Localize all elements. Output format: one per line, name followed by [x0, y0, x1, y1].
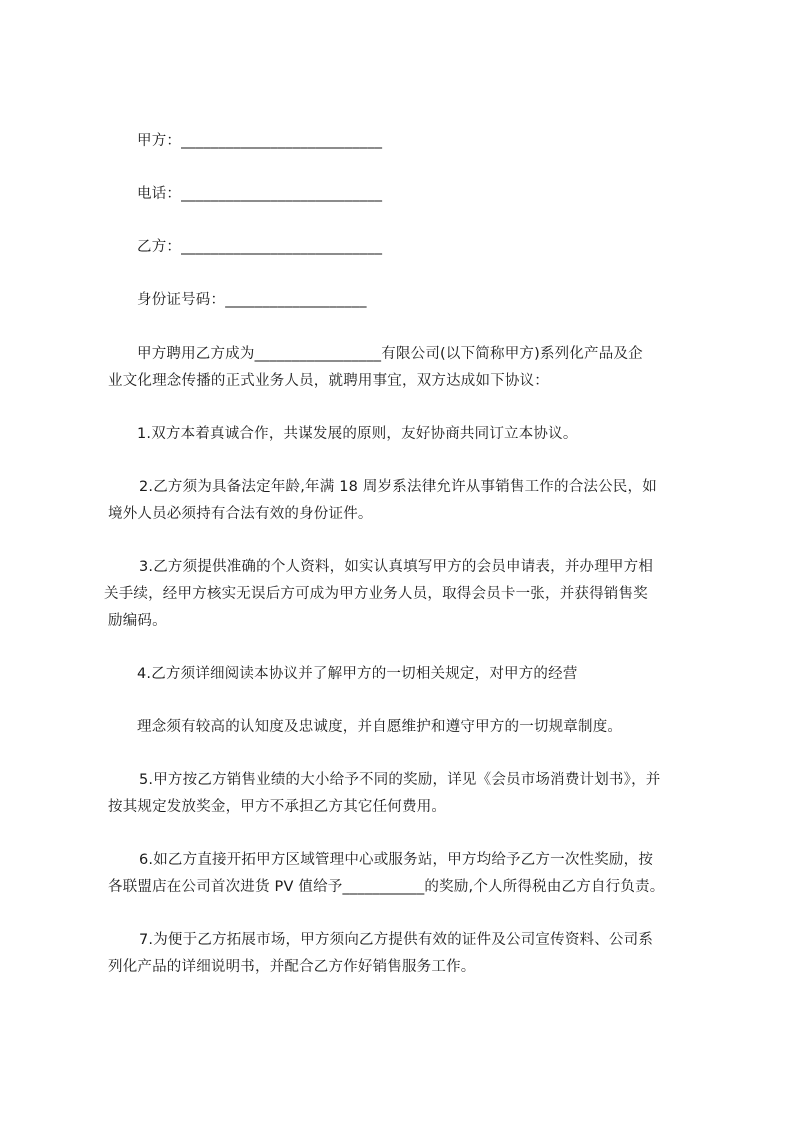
clause-7-line-1: 7.为便于乙方拓展市场，甲方须向乙方提供有效的证件及公司宣传资料、公司系 — [139, 932, 654, 948]
intro-line-1: 甲方聘用乙方成为_________________有限公司(以下简称甲方)系列化产品及企 — [137, 346, 643, 362]
clause-4-line-2: 理念须有较高的认知度及忠诚度，并自愿维护和遵守甲方的一切规章制度。 — [137, 719, 623, 735]
phone-field: 电话：___________________________ — [137, 186, 383, 202]
clause-4-line-1: 4.乙方须详细阅读本协议并了解甲方的一切相关规定，对甲方的经营 — [137, 666, 578, 682]
clause-1: 1.双方本着真诚合作，共谋发展的原则，友好协商共同订立本协议。 — [137, 426, 578, 442]
clause-6-line-2: 各联盟店在公司首次进货 PV 值给予___________的奖励,个人所得税由乙方自行负责。 — [108, 879, 665, 895]
clause-3-line-1: 3.乙方须提供准确的个人资料，如实认真填写甲方的会员申请表，并办理甲方相 — [139, 559, 654, 575]
party-a-field: 甲方：___________________________ — [137, 133, 383, 149]
clause-6-line-1: 6.如乙方直接开拓甲方区域管理中心或服务站，甲方均给予乙方一次性奖励，按 — [139, 852, 654, 868]
intro-line-2: 业文化理念传播的正式业务人员，就聘用事宜，双方达成如下协议： — [108, 373, 549, 389]
clause-5-line-1: 5.甲方按乙方销售业绩的大小给予不同的奖励，详见《会员市场消费计划书》，并 — [139, 772, 661, 788]
clause-2-line-1: 2.乙方须为具备法定年龄,年满 18 周岁系法律允许从事销售工作的合法公民，如 — [139, 479, 657, 495]
clause-7-line-2: 列化产品的详细说明书，并配合乙方作好销售服务工作。 — [108, 959, 476, 975]
id-number-field: 身份证号码：___________________ — [137, 292, 367, 308]
clause-3-line-3: 励编码。 — [108, 613, 167, 629]
clause-5-line-2: 按其规定发放奖金，甲方不承担乙方其它任何费用。 — [108, 799, 447, 815]
clause-3-line-2: 关手续，经甲方核实无误后方可成为甲方业务人员，取得会员卡一张，并获得销售奖 — [104, 586, 648, 602]
clause-2-line-2: 境外人员必须持有合法有效的身份证件。 — [108, 506, 373, 522]
party-b-field: 乙方：___________________________ — [137, 239, 383, 255]
